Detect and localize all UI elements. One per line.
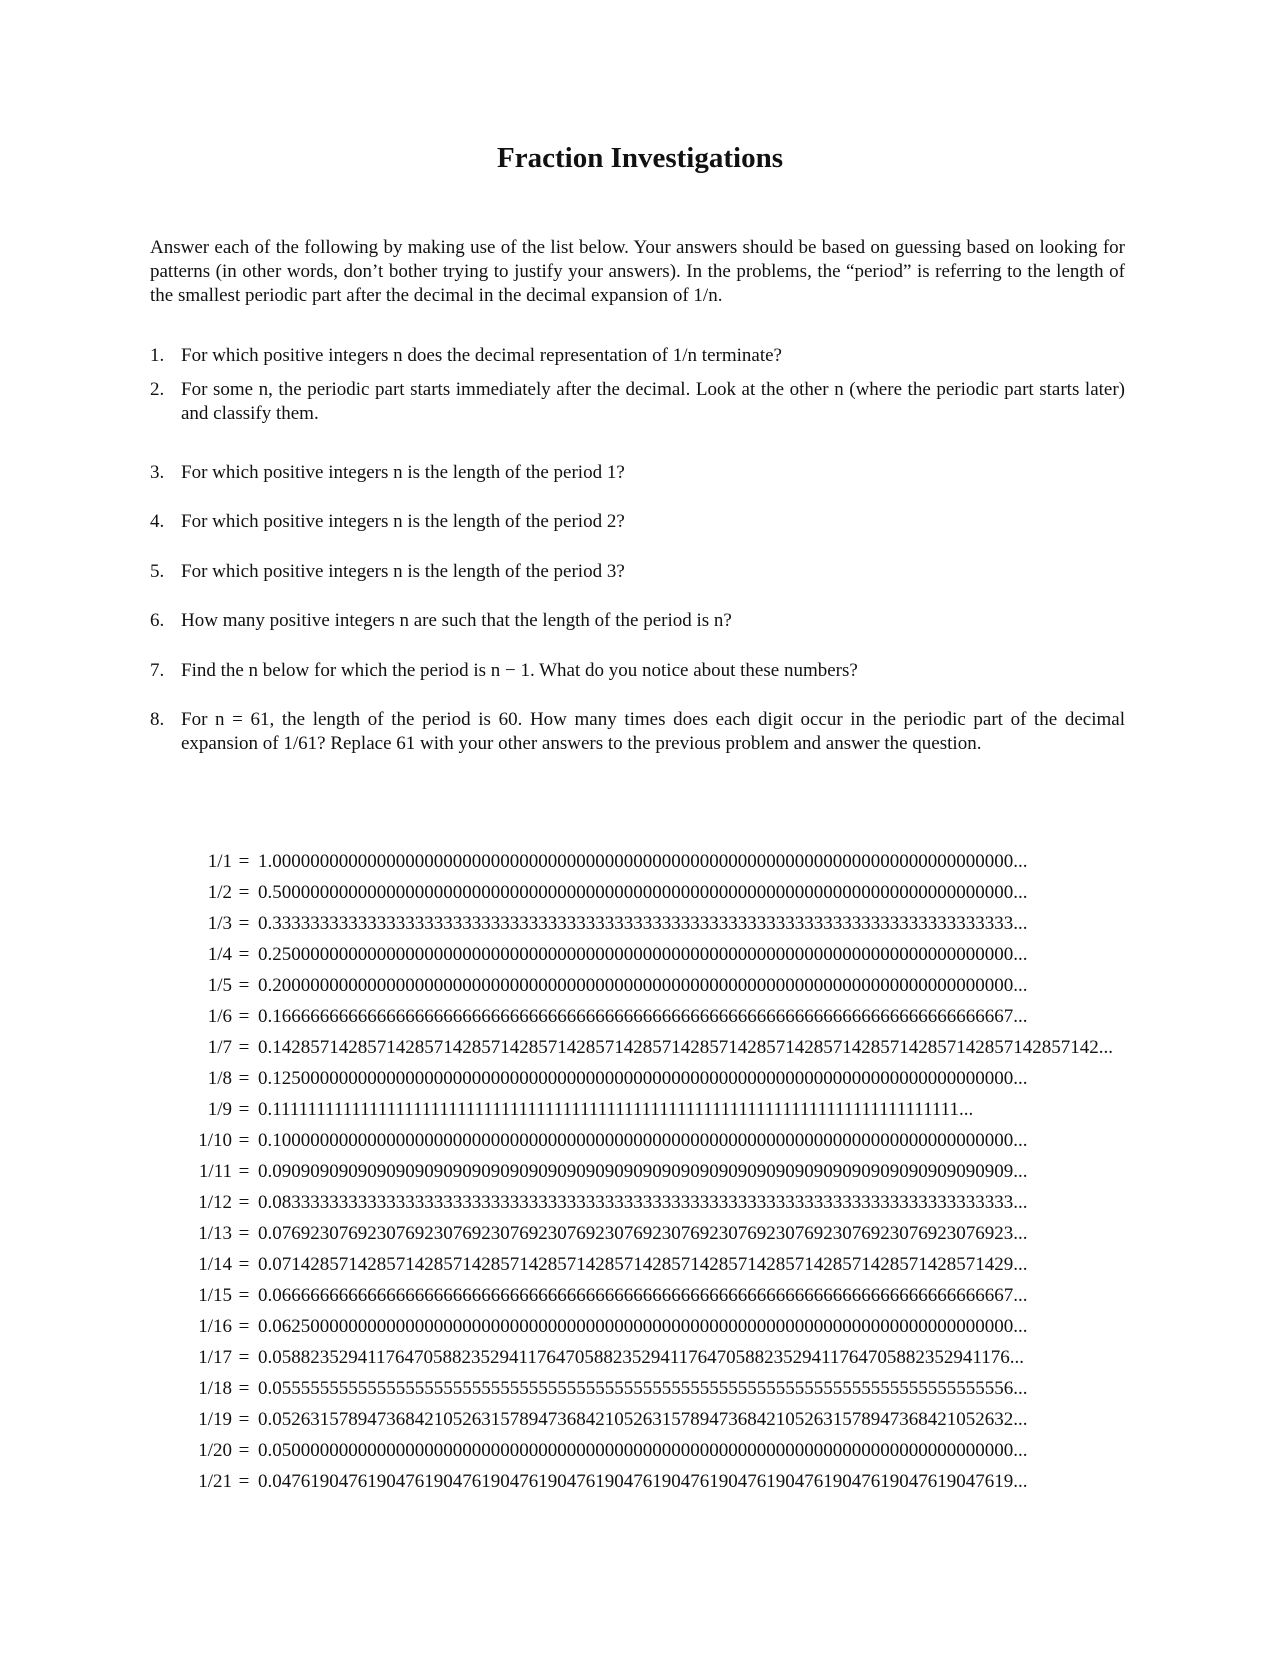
equals-sign: = [238,944,250,965]
equals-sign: = [238,1378,250,1399]
equals-sign: = [238,1316,250,1337]
problem-text: Find the n below for which the period is n − 1. What do you notice about these numbers? [181,660,858,681]
expansion-row [150,1342,1110,1373]
problem-item [150,708,1125,756]
equals-sign: = [238,1254,250,1275]
expansion-value: 0.200000000000000000000000000000000000000000000000000000000000000000000000000000... [258,975,1028,996]
expansion-row [150,1311,1110,1342]
expansion-row [150,1094,1110,1125]
expansion-value: 0.333333333333333333333333333333333333333333333333333333333333333333333333333333... [258,913,1028,934]
expansion-row [150,1032,1113,1063]
problem-text: For which positive integers n is the length of the period 1? [181,462,625,483]
equals-sign: = [238,1006,250,1027]
expansion-row [150,1001,1110,1032]
problem-number: 3. [150,462,165,483]
expansion-value: 0.062500000000000000000000000000000000000000000000000000000000000000000000000000... [258,1316,1028,1337]
equals-sign: = [238,1192,250,1213]
expansion-value: 0.250000000000000000000000000000000000000000000000000000000000000000000000000000... [258,944,1028,965]
expansion-fraction: 1/12 [198,1192,232,1213]
expansion-fraction: 1/4 [207,944,232,965]
expansion-fraction: 1/3 [207,913,232,934]
expansion-fraction: 1/11 [198,1161,232,1182]
equals-sign: = [238,1099,250,1120]
expansion-row [150,1466,1110,1497]
expansion-value: 1.000000000000000000000000000000000000000000000000000000000000000000000000000000... [258,851,1028,872]
equals-sign: = [238,1285,250,1306]
expansion-row [150,1435,1110,1466]
expansion-fraction: 1/18 [198,1378,232,1399]
problem-text: For which positive integers n is the length of the period 3? [181,561,625,582]
expansion-fraction: 1/19 [198,1409,232,1430]
equals-sign: = [238,1347,250,1368]
expansion-value: 0.076923076923076923076923076923076923076923076923076923076923076923076923076923... [258,1223,1028,1244]
expansion-fraction: 1/2 [207,882,232,903]
problem-item [150,560,1125,584]
expansion-value: 0.047619047619047619047619047619047619047619047619047619047619047619047619047619... [258,1471,1028,1492]
expansion-fraction: 1/7 [207,1037,232,1058]
expansion-row [150,877,1110,908]
equals-sign: = [238,851,250,872]
expansion-row [150,1063,1110,1094]
expansion-row [150,1404,1110,1435]
problem-text: How many positive integers n are such that the length of the period is n? [181,610,732,631]
problem-number: 1. [150,345,165,366]
problem-number: 5. [150,561,165,582]
page-title: Fraction Investigations [497,142,783,174]
equals-sign: = [238,1161,250,1182]
equals-sign: = [238,1037,250,1058]
expansion-row [150,939,1110,970]
expansion-fraction: 1/13 [198,1223,232,1244]
expansion-value: 0.055555555555555555555555555555555555555555555555555555555555555555555555555556... [258,1378,1028,1399]
problem-item [150,659,1125,683]
expansion-value: 0.066666666666666666666666666666666666666666666666666666666666666666666666666667... [258,1285,1028,1306]
equals-sign: = [238,1471,250,1492]
decimal-expansion-list [150,846,1113,1497]
expansion-value: 0.083333333333333333333333333333333333333333333333333333333333333333333333333333... [258,1192,1028,1213]
expansion-row [150,1156,1110,1187]
expansion-value: 0.111111111111111111111111111111111111111111111111111111111111111111111111111111... [258,1099,974,1120]
expansion-value: 0.090909090909090909090909090909090909090909090909090909090909090909090909090909... [258,1161,1028,1182]
expansion-fraction: 1/20 [198,1440,232,1461]
expansion-fraction: 1/9 [207,1099,232,1120]
expansion-fraction: 1/10 [198,1130,232,1151]
expansion-row [150,970,1110,1001]
expansion-row [150,1280,1110,1311]
equals-sign: = [238,975,250,996]
intro-paragraph: Answer each of the following by making use of the list below. Your answers should be based on guessing based on looking for patterns (in other words, don’t bother trying to justify your answers). In the problems, the “period” is referring to the length of the smallest periodic part after the decimal in the decimal expansion of 1/n. [150,237,1125,306]
expansion-value: 0.500000000000000000000000000000000000000000000000000000000000000000000000000000... [258,882,1028,903]
expansion-fraction: 1/16 [198,1316,232,1337]
expansion-row [150,1249,1110,1280]
equals-sign: = [238,913,250,934]
problem-item [150,378,1125,426]
expansion-fraction: 1/6 [207,1006,232,1027]
problem-number: 8. [150,709,165,730]
expansion-value: 0.052631578947368421052631578947368421052631578947368421052631578947368421052632... [258,1409,1028,1430]
expansion-fraction: 1/5 [207,975,232,996]
expansion-value: 0.050000000000000000000000000000000000000000000000000000000000000000000000000000... [258,1440,1028,1461]
equals-sign: = [238,1409,250,1430]
equals-sign: = [238,1223,250,1244]
expansion-value: 0.166666666666666666666666666666666666666666666666666666666666666666666666666667... [258,1006,1028,1027]
problem-text: For which positive integers n does the decimal representation of 1/n terminate? [181,345,782,366]
problem-item [150,344,1125,368]
expansion-fraction: 1/21 [198,1471,232,1492]
problem-text: For n = 61, the length of the period is 60. How many times does each digit occur in the periodic part of the decimal expansion of 1/61? Replace 61 with your other answers to the previous problem and answer the question. [181,709,1125,754]
expansion-fraction: 1/8 [207,1068,232,1089]
expansion-fraction: 1/14 [198,1254,232,1275]
expansion-fraction: 1/1 [207,851,232,872]
problem-number: 7. [150,660,165,681]
expansion-fraction: 1/15 [198,1285,232,1306]
equals-sign: = [238,1130,250,1151]
problem-number: 4. [150,511,165,532]
expansion-value: 0.058823529411764705882352941176470588235294117647058823529411764705882352941176... [258,1347,1024,1368]
expansion-row [150,908,1110,939]
expansion-fraction: 1/17 [198,1347,232,1368]
expansion-row [150,1125,1110,1156]
equals-sign: = [238,1068,250,1089]
expansion-value: 0.071428571428571428571428571428571428571428571428571428571428571428571428571429... [258,1254,1028,1275]
expansion-value: 0.125000000000000000000000000000000000000000000000000000000000000000000000000000... [258,1068,1028,1089]
problem-item [150,461,1125,485]
problem-text: For some n, the periodic part starts immediately after the decimal. Look at the other n (where the periodic part starts later) and classify them. [181,379,1125,424]
problem-number: 2. [150,379,165,400]
expansion-value: 0.100000000000000000000000000000000000000000000000000000000000000000000000000000... [258,1130,1028,1151]
problem-number: 6. [150,610,165,631]
equals-sign: = [238,1440,250,1461]
expansion-row [150,1218,1110,1249]
expansion-row [150,1187,1110,1218]
expansion-row [150,846,1110,877]
equals-sign: = [238,882,250,903]
problem-item [150,510,1125,534]
expansion-row [150,1373,1110,1404]
problem-item [150,609,1125,633]
problem-text: For which positive integers n is the length of the period 2? [181,511,625,532]
expansion-value: 0.142857142857142857142857142857142857142857142857142857142857142857142857142857142857142... [258,1037,1113,1058]
